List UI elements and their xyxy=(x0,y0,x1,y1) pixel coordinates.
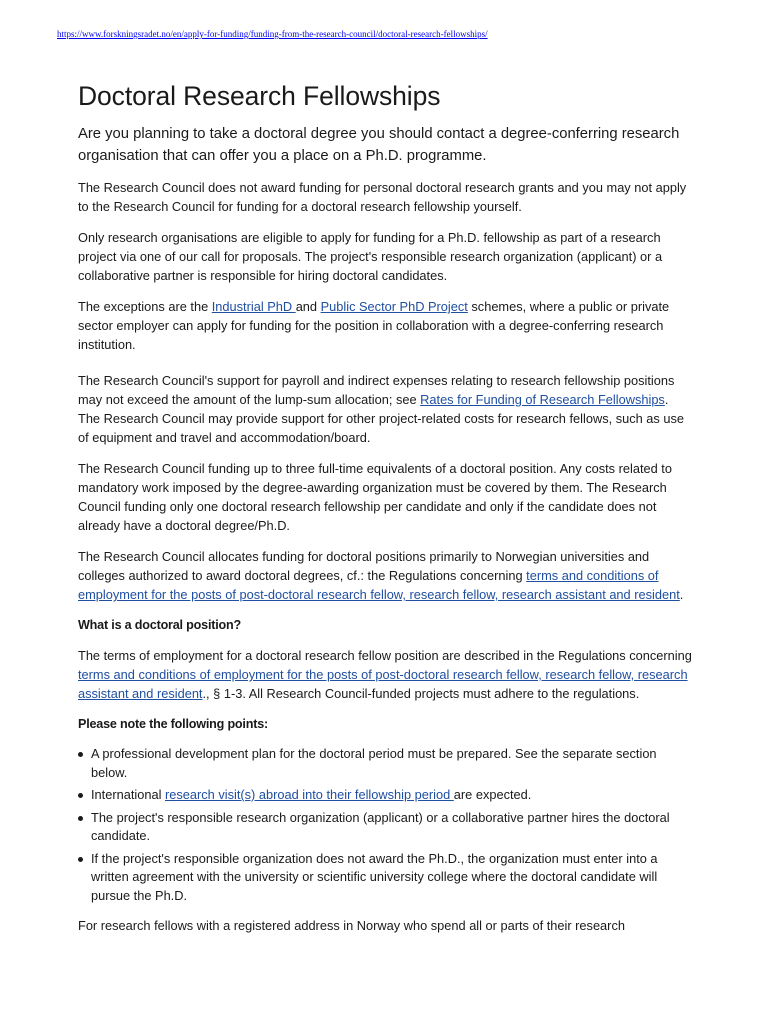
text: International xyxy=(91,787,165,802)
list-item: The project's responsible research organization (applicant) or a collaborative partner hires the doctoral candidate. xyxy=(91,809,692,846)
paragraph-research-fellows-norway: For research fellows with a registered address in Norway who spend all or parts of their research xyxy=(78,918,625,933)
paragraph-exceptions xyxy=(78,297,692,354)
text: . xyxy=(679,587,684,602)
text: schemes, where a public or private sector employer can apply for funding for the position in collaboration with a degree-conferring research institution. xyxy=(78,299,670,352)
paragraph-terms-employment xyxy=(78,646,692,703)
text: . The Research Council may provide support for other project-related costs for research fellows, such as use of equipment and travel and accommodation/board. xyxy=(78,392,684,445)
paragraph-payroll-support xyxy=(78,371,692,447)
text: The exceptions are the xyxy=(78,299,212,314)
text: are expected. xyxy=(453,787,532,802)
terms-conditions-link-2[interactable]: terms and conditions of employment for the posts of post-doctoral research fellow, research fellow, research assistant and resident xyxy=(78,667,688,701)
industrial-phd-link[interactable]: Industrial PhD xyxy=(211,299,296,314)
list-item xyxy=(91,786,692,805)
terms-conditions-link[interactable]: terms and conditions of employment for the posts of post-doctoral research fellow, research fellow, research assistant and resident xyxy=(78,568,680,602)
page-url-link[interactable]: https://www.forskningsradet.no/en/apply-for-funding/funding-from-the-research-council/doctoral-research-fellowships/ xyxy=(57,29,488,39)
article xyxy=(78,78,692,947)
list-item: A professional development plan for the doctoral period must be prepared. See the separate section below. xyxy=(91,745,692,782)
text: The terms of employment for a doctoral research fellow position are described in the Regulations concerning xyxy=(78,648,692,663)
section-heading-points: Please note the following points: xyxy=(78,717,269,731)
paragraph-eligibility: Only research organisations are eligible to apply for funding for a Ph.D. fellowship as part of a research project via one of our call for proposals. The project's responsible research organization (applicant) or a collaborative partner is responsible for hiring doctoral candidates. xyxy=(78,230,663,283)
list-item: If the project's responsible organization does not award the Ph.D., the organization must enter into a written agreement with the university or scientific university college where the doctoral candidate will pursue the Ph.D. xyxy=(91,850,692,906)
text: and xyxy=(295,299,321,314)
public-sector-phd-link[interactable]: Public Sector PhD Project xyxy=(320,299,468,314)
page-title: Doctoral Research Fellowships xyxy=(78,81,441,111)
text: The Research Council allocates funding for doctoral positions primarily to Norwegian universities and colleges authorized to award doctoral degrees, cf.: the Regulations concerning xyxy=(78,549,650,583)
points-list xyxy=(78,745,692,905)
rates-funding-link[interactable]: Rates for Funding of Research Fellowships xyxy=(420,392,665,407)
text: ., § 1-3. All Research Council-funded projects must adhere to the regulations. xyxy=(202,686,640,701)
lead-paragraph: Are you planning to take a doctoral degree you should contact a degree-conferring research organisation that can offer you a place on a Ph.D. programme. xyxy=(78,126,680,164)
text: The Research Council's support for payroll and indirect expenses relating to research fellowship positions may not exceed the amount of the lump-sum allocation; see xyxy=(78,373,675,407)
research-visits-link[interactable]: research visit(s) abroad into their fellowship period xyxy=(165,787,454,802)
paragraph-funding-limits: The Research Council funding up to three full-time equivalents of a doctoral position. Any costs related to mandatory work imposed by the degree-awarding organization must be covered by them. The Research Council funding only one doctoral research fellowship per candidate and only if the candidate does not already have a doctoral degree/Ph.D. xyxy=(78,461,672,533)
paragraph-allocation xyxy=(78,547,692,604)
paragraph-no-personal-grants: The Research Council does not award funding for personal doctoral research grants and you may not apply to the Research Council for funding for a doctoral research fellowship yourself. xyxy=(78,180,687,214)
section-heading-doctoral-position: What is a doctoral position? xyxy=(78,618,242,632)
